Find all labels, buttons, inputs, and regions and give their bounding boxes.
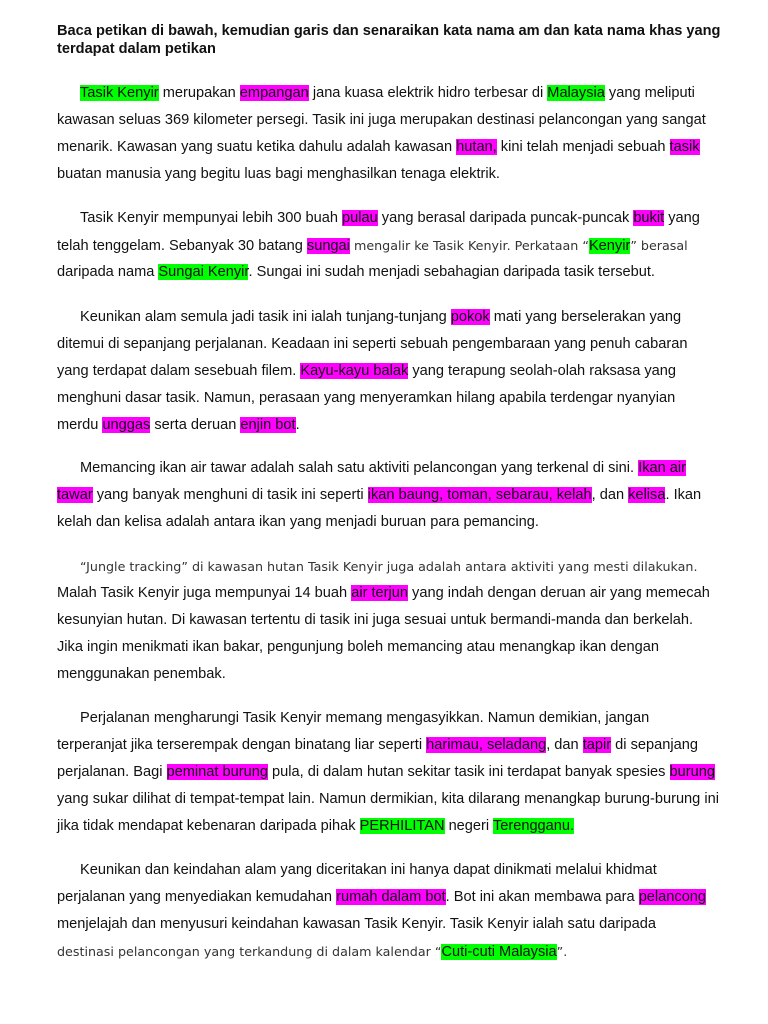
text-line xyxy=(57,911,757,938)
common-noun-highlight: unggas xyxy=(102,417,151,433)
paragraph-3 xyxy=(57,304,757,439)
common-noun-highlight: tapir xyxy=(582,737,612,753)
common-noun-highlight: air terjun xyxy=(351,585,408,601)
paragraph-1 xyxy=(57,80,757,188)
text-segment: menghuni dasar tasik. Namun, perasaan yang menyeramkan hilang apabila terdengar nyanyian xyxy=(57,390,676,406)
text-segment: . Ikan xyxy=(665,487,702,503)
text-line xyxy=(57,732,757,759)
text-segment: jika tidak mendapat kebenaran daripada pihak xyxy=(57,818,360,834)
common-noun-highlight: burung xyxy=(669,764,715,780)
proper-noun-highlight: Kenyir xyxy=(588,238,631,254)
text-segment: menggunakan penembak. xyxy=(57,666,226,682)
text-segment: kawasan seluas 369 kilometer persegi. Tasik ini juga merupakan destinasi pelancongan yang sangat xyxy=(57,112,706,128)
text-line xyxy=(57,385,757,412)
common-noun-highlight: sungai xyxy=(306,238,350,254)
paragraph-7 xyxy=(57,857,757,965)
text-segment: mengalir ke Tasik Kenyir. Perkataan “ xyxy=(349,238,589,253)
text-line xyxy=(57,884,757,911)
text-segment: menjelajah dan menyusuri keindahan kawasan Tasik Kenyir. Tasik Kenyir ialah satu daripada xyxy=(57,916,656,932)
paragraph-4 xyxy=(57,455,757,536)
text-segment: Memancing ikan air tawar adalah salah satu aktiviti pelancongan yang terkenal di sini. xyxy=(80,460,639,476)
common-noun-highlight: hutan, xyxy=(456,139,497,155)
text-segment: Jika ingin menikmati ikan bakar, pengunjung boleh memancing atau menangkap ikan dengan xyxy=(57,639,659,655)
text-segment: destinasi pelancongan yang terkandung di dalam kalendar “ xyxy=(57,944,442,959)
text-line xyxy=(57,80,757,107)
text-segment: , dan xyxy=(591,487,629,503)
proper-noun-highlight: Malaysia xyxy=(547,85,605,101)
proper-noun-highlight: Terengganu. xyxy=(492,818,575,834)
text-segment: Perjalanan mengharungi Tasik Kenyir memang mengasyikkan. Namun demikian, jangan xyxy=(80,710,650,726)
text-line xyxy=(57,161,757,188)
proper-noun-highlight: Cuti-cuti Malaysia xyxy=(441,944,557,960)
text-segment: yang xyxy=(664,210,700,226)
proper-noun-highlight: Sungai Kenyir xyxy=(158,264,249,280)
text-segment: kelah dan kelisa adalah antara ikan yang menjadi buruan para pemancing. xyxy=(57,514,539,530)
text-line xyxy=(57,455,757,482)
common-noun-highlight: Kayu-kayu balak xyxy=(300,363,409,379)
common-noun-highlight: Ikan air xyxy=(638,460,686,476)
text-line xyxy=(57,232,757,259)
common-noun-highlight: tasik xyxy=(669,139,700,155)
text-segment: perjalanan. Bagi xyxy=(57,764,167,780)
text-segment: menarik. Kawasan yang suatu ketika dahulu adalah kawasan xyxy=(57,139,457,155)
paragraph-5 xyxy=(57,553,757,688)
text-line xyxy=(57,580,757,607)
common-noun-highlight: enjin bot xyxy=(240,417,296,433)
paragraph-2 xyxy=(57,205,757,286)
common-noun-highlight: pelancong xyxy=(638,889,707,905)
common-noun-highlight: empangan xyxy=(239,85,309,101)
text-segment: daripada nama xyxy=(57,264,159,280)
text-line xyxy=(57,107,757,134)
proper-noun-highlight: Tasik Kenyir xyxy=(80,85,159,101)
text-segment: kini telah menjadi sebuah xyxy=(496,139,670,155)
text-segment: yang meliputi xyxy=(604,85,695,101)
text-segment: mati yang berselerakan yang xyxy=(489,309,682,325)
paragraph-6 xyxy=(57,705,757,840)
common-noun-highlight: kelisa xyxy=(628,487,666,503)
common-noun-highlight: tawar xyxy=(57,487,93,503)
text-line xyxy=(57,304,757,331)
common-noun-highlight: harimau, seladang xyxy=(426,737,547,753)
text-segment: yang banyak menghuni di tasik ini seperti xyxy=(92,487,368,503)
common-noun-highlight: peminat burung xyxy=(166,764,268,780)
text-segment: . xyxy=(295,417,300,433)
text-segment: , dan xyxy=(546,737,583,753)
text-segment: “Jungle tracking” di kawasan hutan Tasik Kenyir juga adalah antara aktiviti yang mesti dilakukan. xyxy=(80,559,698,574)
text-line xyxy=(57,134,757,161)
text-line xyxy=(57,358,757,385)
text-segment: . Sungai ini sudah menjadi sebahagian daripada tasik tersebut. xyxy=(248,264,655,280)
text-segment: telah tenggelam. Sebanyak 30 batang xyxy=(57,238,307,254)
text-segment: kesunyian hutan. Di kawasan tertentu di tasik ini juga sesuai untuk bermandi-manda dan berkelah. xyxy=(57,612,694,628)
text-line xyxy=(57,813,757,840)
text-segment: . Bot ini akan membawa para xyxy=(445,889,639,905)
common-noun-highlight: rumah dalam bot xyxy=(336,889,446,905)
text-line xyxy=(57,412,757,439)
text-line xyxy=(57,259,757,286)
text-segment: negeri xyxy=(444,818,493,834)
text-segment: jana kuasa elektrik hidro terbesar di xyxy=(308,85,548,101)
text-segment: di sepanjang xyxy=(611,737,698,753)
text-segment: Malah Tasik Kenyir juga mempunyai 14 buah xyxy=(57,585,352,601)
text-segment: yang terdapat dalam sesebuah filem. xyxy=(57,363,301,379)
text-segment: ditemui di sepanjang perjalanan. Keadaan ini seperti sebuah pengembaraan yang penuh cabaran xyxy=(57,336,688,352)
text-line xyxy=(57,331,757,358)
text-segment: yang terapung seolah-olah raksasa yang xyxy=(408,363,677,379)
text-line xyxy=(57,661,757,688)
text-line xyxy=(57,786,757,813)
text-segment: ”. xyxy=(556,944,568,959)
text-segment: yang indah dengan deruan air yang memecah xyxy=(408,585,710,601)
common-noun-highlight: pokok xyxy=(450,309,490,325)
text-line xyxy=(57,482,757,509)
text-line xyxy=(57,205,757,232)
text-segment: ” berasal xyxy=(630,238,688,253)
text-line xyxy=(57,607,757,634)
exercise-instruction: Baca petikan di bawah, kemudian garis dan senaraikan kata nama am dan kata nama khas yang terdapat dalam petikan xyxy=(57,23,721,57)
common-noun-highlight: bukit xyxy=(633,210,665,226)
text-segment: terperanjat jika terserempak dengan binatang liar seperti xyxy=(57,737,427,753)
text-segment: merupakan xyxy=(158,85,240,101)
text-segment: merdu xyxy=(57,417,103,433)
text-segment: Tasik Kenyir mempunyai lebih 300 buah xyxy=(80,210,343,226)
text-segment: serta deruan xyxy=(150,417,241,433)
text-segment: yang berasal daripada puncak-puncak xyxy=(377,210,634,226)
text-line xyxy=(57,553,757,580)
text-line xyxy=(57,634,757,661)
text-segment: yang sukar dilihat di tempat-tempat lain. Namun dermikian, kita dilarang menangkap burung-burung ini xyxy=(57,791,719,807)
text-segment: pula, di dalam hutan sekitar tasik ini terdapat banyak spesies xyxy=(267,764,670,780)
text-line xyxy=(57,705,757,732)
proper-noun-highlight: PERHILITAN xyxy=(359,818,445,834)
text-line xyxy=(57,938,757,965)
common-noun-highlight: pulau xyxy=(342,210,378,226)
text-line xyxy=(57,759,757,786)
text-line xyxy=(57,509,757,536)
text-segment: buatan manusia yang begitu luas bagi menghasilkan tenaga elektrik. xyxy=(57,166,500,182)
text-segment: Keunikan dan keindahan alam yang diceritakan ini hanya dapat dinikmati melalui khidmat xyxy=(80,862,657,878)
text-segment: perjalanan yang menyediakan kemudahan xyxy=(57,889,337,905)
text-segment: Keunikan alam semula jadi tasik ini ialah tunjang-tunjang xyxy=(80,309,451,325)
text-line xyxy=(57,857,757,884)
common-noun-highlight: ikan baung, toman, sebarau, kelah xyxy=(367,487,592,503)
